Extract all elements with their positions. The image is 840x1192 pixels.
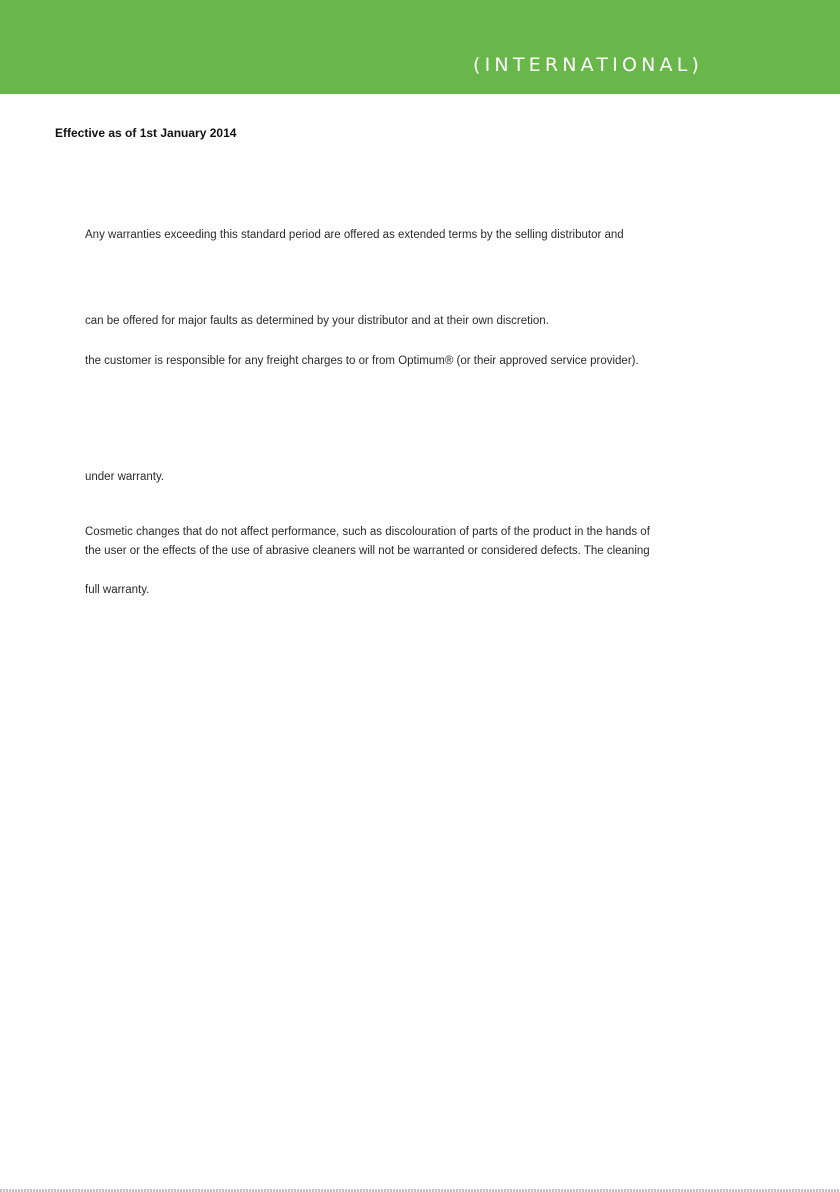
paragraph-line: the customer is responsible for any freight charges to or from Optimum® (or their approved service provider). [85,355,639,367]
effective-date: Effective as of 1st January 2014 [55,126,237,140]
paragraph-line: Cosmetic changes that do not affect performance, such as discolouration of parts of the product in the hands of [85,526,650,538]
paragraph-line: Any warranties exceeding this standard period are offered as extended terms by the selling distributor and [85,229,624,241]
paragraph-line: under warranty. [85,471,165,483]
paragraph-line: full warranty. [85,584,150,596]
header-subtitle: (INTERNATIONAL) [473,54,704,76]
paragraph-line: the user or the effects of the use of abrasive cleaners will not be warranted or considered defects. The cleaning [85,545,650,557]
paragraph-line: can be offered for major faults as determined by your distributor and at their own discretion. [85,315,549,327]
header-band [0,0,840,94]
